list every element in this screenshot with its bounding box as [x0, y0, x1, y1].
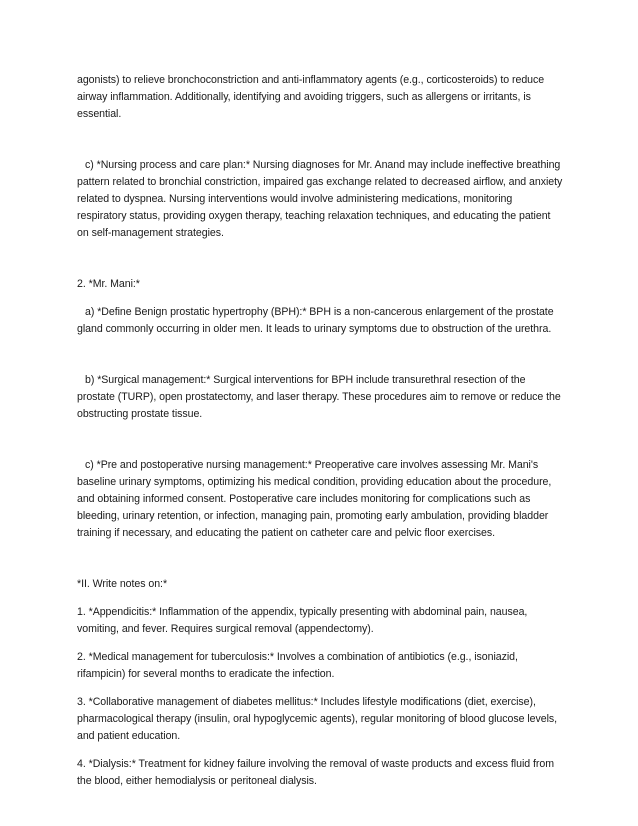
case-heading-mr-mani: 2. *Mr. Mani:* [77, 278, 140, 290]
paragraph-asthma-treatment: agonists) to relieve bronchoconstriction and anti-inflammatory agents (e.g., corticosteroids) to reduce airway inflammation. Additionally, identifying and avoiding triggers, such as allergens or irritants, is essential. [77, 74, 545, 120]
paragraph-define-bph: a) *Define Benign prostatic hypertrophy (BPH):* BPH is a non-cancerous enlargement of the prostate gland commonly occurring in older men. It leads to urinary symptoms due to obstruction of the urethra. [77, 306, 554, 335]
note-dialysis: 4. *Dialysis:* Treatment for kidney failure involving the removal of waste products and excess fluid from the blood, either hemodialysis or peritoneal dialysis. [77, 758, 554, 787]
note-diabetes: 3. *Collaborative management of diabetes mellitus:* Includes lifestyle modifications (diet, exercise), pharmacological therapy (insulin, oral hypoglycemic agents), regular monitoring of blood glucose levels, and patient education. [77, 696, 558, 742]
paragraph-perioperative-nursing: c) *Pre and postoperative nursing management:* Preoperative care involves assessing Mr. Mani's baseline urinary symptoms, optimizing his medical condition, providing education about the procedure, and obtaining informed consent. Postoperative care includes monitoring for complications such as bleeding, urinary retention, or infection, managing pain, promoting early ambulation, providing bladder training if necessary, and educating the patient on catheter care and pelvic floor exercises. [77, 459, 552, 539]
note-tuberculosis: 2. *Medical management for tuberculosis:* Involves a combination of antibiotics (e.g., isoniazid, rifampicin) for several months to eradicate the infection. [77, 651, 518, 680]
note-appendicitis: 1. *Appendicitis:* Inflammation of the appendix, typically presenting with abdominal pain, nausea, vomiting, and fever. Requires surgical removal (appendectomy). [77, 606, 528, 635]
document-body [77, 72, 563, 790]
section-heading-write-notes: *II. Write notes on:* [77, 578, 168, 590]
paragraph-nursing-care-plan: c) *Nursing process and care plan:* Nursing diagnoses for Mr. Anand may include ineffective breathing pattern related to bronchial constriction, impaired gas exchange related to decreased airflow, and anxiety related to dyspnea. Nursing interventions would involve administering medications, monitoring respiratory status, providing oxygen therapy, teaching relaxation techniques, and educating the patient on self-management strategies. [77, 159, 563, 239]
paragraph-surgical-management: b) *Surgical management:* Surgical interventions for BPH include transurethral resection of the prostate (TURP), open prostatectomy, and laser therapy. These procedures aim to remove or reduce the obstructing prostate tissue. [77, 374, 561, 420]
